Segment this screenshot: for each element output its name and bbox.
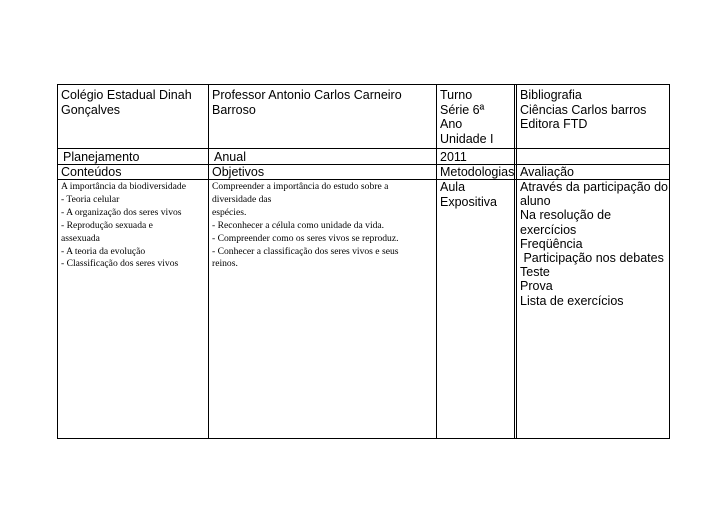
evaluation-title-cell xyxy=(520,165,668,180)
contents-cell xyxy=(61,181,207,271)
school-name-line-2: Gonçalves xyxy=(61,102,121,117)
shift-label: Turno xyxy=(440,88,473,102)
contents-item: - Teoria celular xyxy=(61,193,120,205)
contents-item: - A organização dos seres vivos xyxy=(61,206,182,218)
bibliography-title: Bibliografia xyxy=(520,88,582,102)
evaluation-item: Lista de exercícios xyxy=(520,293,624,308)
table-border-left xyxy=(57,84,58,439)
methodologies-cell xyxy=(440,180,514,209)
objectives-item: diversidade das xyxy=(212,193,272,205)
contents-item: - A teoria da evolução xyxy=(61,245,146,257)
school-name-line-1: Colégio Estadual Dinah xyxy=(61,88,192,102)
contents-title: Conteúdos xyxy=(61,165,122,179)
column-divider-3 xyxy=(514,84,515,439)
planning-cell xyxy=(63,150,207,165)
column-divider-2 xyxy=(436,84,437,439)
table-border-right xyxy=(669,84,670,439)
bibliography-book: Ciências Carlos barros xyxy=(520,102,647,117)
teacher-line-2: Barroso xyxy=(212,102,256,117)
teacher-line-1: Professor Antonio Carlos Carneiro xyxy=(212,88,402,102)
bibliography-cell xyxy=(520,88,668,132)
evaluation-title: Avaliação xyxy=(520,165,574,179)
objectives-item: reinos. xyxy=(212,258,238,270)
contents-item: A importância da biodiversidade xyxy=(61,181,186,192)
objectives-title: Objetivos xyxy=(212,165,265,179)
evaluation-item: Participação nos debates xyxy=(520,251,664,266)
table-border-bottom xyxy=(57,438,670,439)
evaluation-cell xyxy=(520,180,668,308)
objectives-item: - Reconhecer a célula como unidade da vida. xyxy=(212,219,385,231)
contents-item: assexuada xyxy=(61,232,100,244)
contents-item: - Reprodução sexuada e xyxy=(61,219,153,231)
evaluation-item: Na resolução de xyxy=(520,208,612,223)
evaluation-item: Através da participação do xyxy=(520,180,668,194)
contents-item: - Classificação dos seres vivos xyxy=(61,258,179,270)
objectives-title-cell xyxy=(212,165,434,180)
school-name-cell xyxy=(61,88,207,117)
column-divider-3-double xyxy=(516,84,517,439)
contents-title-cell xyxy=(61,165,207,180)
period-cell xyxy=(214,150,434,165)
column-divider-1 xyxy=(208,84,209,439)
year-label: Ano xyxy=(440,117,463,131)
evaluation-item: aluno xyxy=(520,194,551,209)
methodologies-item: Expositiva xyxy=(440,194,497,209)
evaluation-item: Teste xyxy=(520,265,550,280)
evaluation-item: Freqüência xyxy=(520,236,583,251)
objectives-cell xyxy=(212,181,434,271)
row-divider-1 xyxy=(57,148,670,149)
methodologies-title-cell xyxy=(440,165,516,180)
objectives-item: - Compreender como os seres vivos se reproduz. xyxy=(212,232,399,244)
year-value: 2011 xyxy=(440,150,467,164)
planning-label: Planejamento xyxy=(63,150,140,164)
objectives-item: espécies. xyxy=(212,206,247,218)
evaluation-item: Prova xyxy=(520,279,553,294)
bibliography-publisher: Editora FTD xyxy=(520,117,588,131)
unit-label: Unidade I xyxy=(440,131,494,146)
teacher-cell xyxy=(212,88,434,117)
objectives-item: - Conhecer a classificação dos seres vivos e seus xyxy=(212,245,399,257)
period-label: Anual xyxy=(214,150,246,164)
objectives-item: Compreender a importância do estudo sobre a xyxy=(212,181,389,192)
methodologies-title: Metodologias xyxy=(440,165,515,179)
year-cell xyxy=(440,150,514,165)
methodologies-item: Aula xyxy=(440,180,466,194)
grade-label: Série 6ª xyxy=(440,102,485,117)
evaluation-item: exercícios xyxy=(520,222,577,237)
table-border-top xyxy=(57,84,670,85)
class-info-cell xyxy=(440,88,514,146)
